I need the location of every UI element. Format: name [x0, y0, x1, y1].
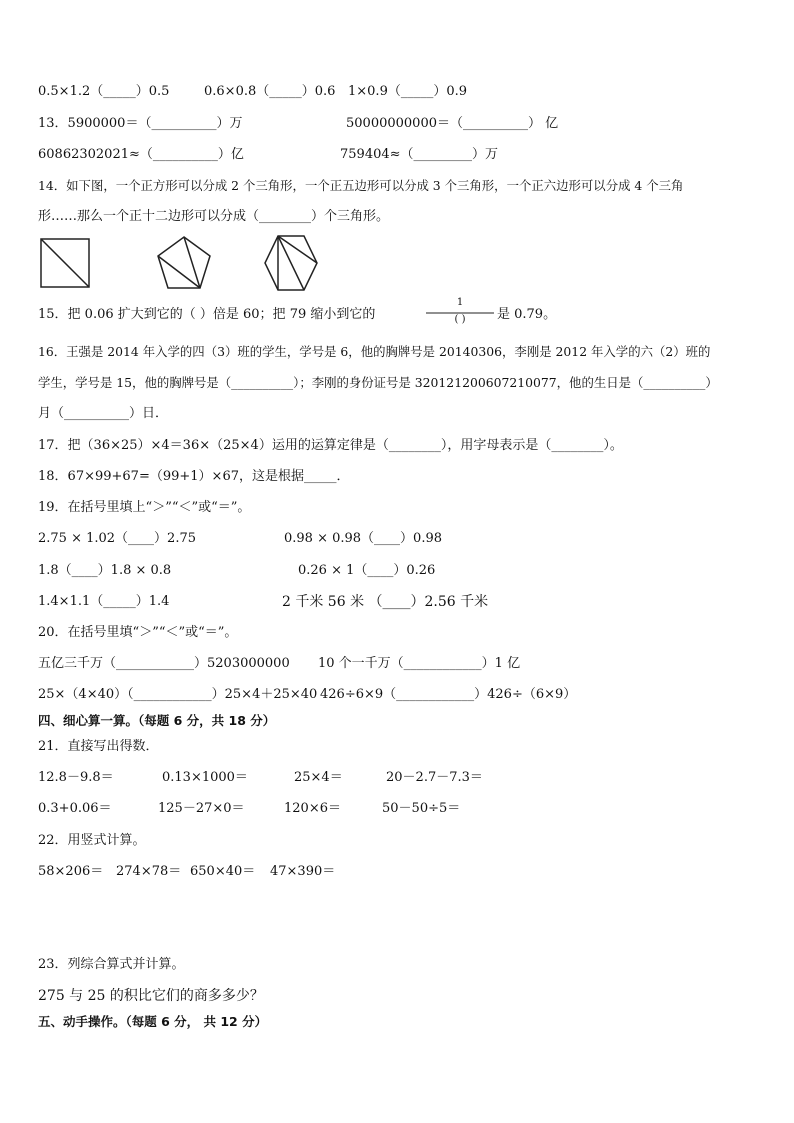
q16-line-1: 16．王强是 2014 年入学的四（3）班的学生，学号是 6，他的胸牌号是 20140306，李刚是 2012 年入学的六（2）班的: [38, 344, 711, 359]
compare-item-2: 0.6×0.8（_____）0.6: [204, 84, 336, 99]
q22-title: 22．用竖式计算。: [38, 833, 146, 848]
q21-item: 12.8－9.8＝: [38, 770, 114, 785]
q13-part-d: 759404≈（_________）万: [340, 147, 499, 162]
q13-part-b: 50000000000＝（__________） 亿: [346, 116, 559, 131]
q16-line-3: 月（__________）日．: [38, 406, 169, 421]
q15-text-b: 是 0.79。: [497, 307, 557, 322]
q21-title: 21．直接写出得数．: [38, 739, 159, 754]
q13-part-c: 60862302021≈（__________）亿: [38, 147, 244, 162]
q15-fraction-numerator: 1: [456, 297, 464, 308]
q14-line-1: 14．如下图，一个正方形可以分成 2 个三角形，一个正五边形可以分成 3 个三角形，一个正六边形可以分成 4 个三角: [38, 178, 684, 193]
q19-item: 0.98 × 0.98（____）0.98: [284, 531, 442, 546]
q16-line-2: 学生，学号是 15，他的胸牌号是（__________）；李刚的身份证号是 320121200607210077，他的生日是（__________）: [38, 375, 718, 390]
q22-item: 650×40＝: [190, 864, 256, 879]
q22-item: 47×390＝: [270, 864, 336, 879]
q17-text: 17．把（36×25）×4＝36×（25×4）运用的运算定律是（________），用字母表示是（________）。: [38, 438, 623, 453]
section-5-heading: 五、动手操作。（每题 6 分， 共 12 分）: [38, 1014, 268, 1029]
q15-text-a: 15．把 0.06 扩大到它的（ ）倍是 60；把 79 缩小到它的: [38, 307, 376, 322]
q21-item: 125－27×0＝: [158, 801, 245, 816]
q21-item: 50－50÷5＝: [382, 801, 461, 816]
q19-item: 2 千米 56 米 （____）2.56 千米: [282, 594, 489, 610]
q22-item: 274×78＝: [116, 864, 182, 879]
section-4-heading: 四、细心算一算。（每题 6 分，共 18 分）: [38, 713, 276, 728]
pentagon-figure: [154, 234, 214, 292]
q21-item: 20－2.7－7.3＝: [386, 770, 483, 785]
q19-title: 19．在括号里填上“＞”“＜”或“＝”。: [38, 500, 251, 515]
q18-text: 18．67×99+67=（99+1）×67，这是根据_____．: [38, 469, 350, 484]
q21-item: 0.13×1000＝: [162, 770, 248, 785]
q20-title: 20．在括号里填“＞”“＜”或“＝”。: [38, 625, 238, 640]
q20-item: 25×（4×40）（____________）25×4＋25×40: [38, 687, 318, 702]
q19-item: 1.8（____）1.8 × 0.8: [38, 563, 172, 578]
q19-item: 0.26 × 1（____）0.26: [298, 563, 436, 578]
q20-item: 五亿三千万（____________）5203000000: [38, 656, 290, 671]
q20-item: 426÷6×9（____________）426÷（6×9）: [320, 687, 577, 702]
q19-item: 2.75 × 1.02（____）2.75: [38, 531, 196, 546]
q13-part-a: 13．5900000＝（__________）万: [38, 116, 243, 131]
q14-line-2: 形……那么一个正十二边形可以分成（________）个三角形。: [38, 209, 390, 224]
q15-fraction-denominator: ( ): [454, 314, 466, 325]
compare-item-3: 1×0.9（_____）0.9: [348, 84, 468, 99]
q21-item: 25×4＝: [294, 770, 343, 785]
q22-item: 58×206＝: [38, 864, 104, 879]
q21-item: 120×6＝: [284, 801, 341, 816]
q19-item: 1.4×1.1（_____）1.4: [38, 594, 170, 609]
hexagon-figure: [262, 233, 320, 293]
q23-title: 23．列综合算式并计算。: [38, 957, 185, 972]
q20-item: 10 个一千万（____________）1 亿: [318, 656, 521, 671]
square-figure: [38, 236, 92, 290]
compare-item-1: 0.5×1.2（_____）0.5: [38, 84, 170, 99]
q23-text: 275 与 25 的积比它们的商多多少？: [38, 988, 264, 1004]
q21-item: 0.3+0.06＝: [38, 801, 112, 816]
